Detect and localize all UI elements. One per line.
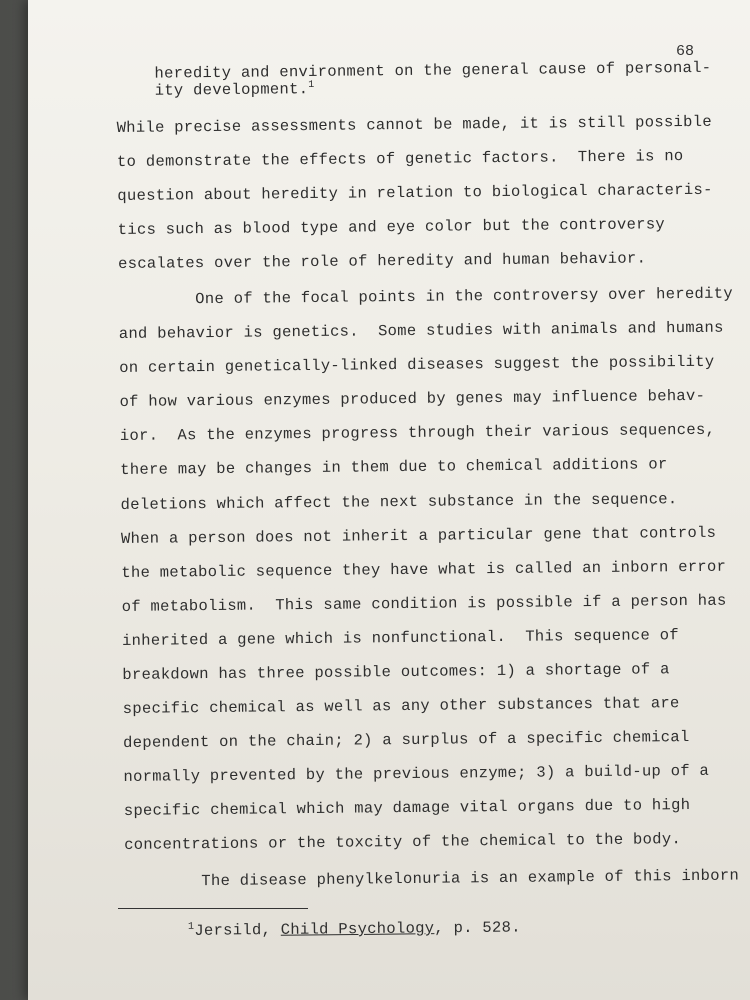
- text-line: The disease phenylkelonuria is an example of this inborn: [124, 866, 740, 891]
- text-line: ior. As the enzymes progress through their various sequences,: [119, 420, 716, 445]
- text-line: the metabolic sequence they have what is called an inborn error: [121, 557, 727, 582]
- text-line: One of the focal points in the controversy over heredity: [118, 284, 734, 309]
- text-line: there may be changes in them due to chemical additions or: [120, 455, 668, 479]
- text-line: ity development.$^1$: [116, 79, 315, 101]
- footnote-marker: 1: [187, 921, 195, 933]
- text-line: and behavior is genetics. Some studies with animals and humans: [118, 318, 724, 343]
- text-line: normally prevented by the previous enzyme; 3) a build-up of a: [123, 761, 710, 786]
- text-line: inherited a gene which is nonfunctional. This sequence of: [121, 626, 679, 650]
- footnote-divider: [118, 908, 308, 909]
- text-line: question about heredity in relation to biological characteris-: [117, 180, 713, 205]
- text-line: dependent on the chain; 2) a surplus of a specific chemical: [123, 728, 690, 752]
- text-line: specific chemical as well as any other substances that are: [122, 694, 680, 718]
- footnote-reference: 1: [308, 79, 315, 91]
- text-line: While precise assessments cannot be made, it is still possible: [116, 112, 713, 137]
- document-page: [28, 0, 750, 1000]
- text-line: to demonstrate the effects of genetic factors. There is no: [116, 147, 684, 171]
- text-line: tics such as blood type and eye color but the controversy: [117, 215, 666, 239]
- footnote: [188, 918, 521, 940]
- footnote-book-title: Child Psychology: [280, 919, 435, 939]
- text-line: on certain genetically-linked diseases suggest the possibility: [119, 352, 715, 377]
- text-line: of metabolism. This same condition is possible if a person has: [121, 591, 727, 616]
- text-line: escalates over the role of heredity and human behavior.: [117, 249, 647, 273]
- page-number: 68: [676, 43, 695, 60]
- text-line: deletions which affect the next substance in the sequence.: [120, 490, 678, 514]
- text-line: specific chemical which may damage vital organs due to high: [123, 796, 691, 820]
- text-line: When a person does not inherit a particular gene that controls: [120, 523, 717, 548]
- body-text: [116, 58, 750, 891]
- text-line: heredity and environment on the general cause of personal-: [116, 58, 712, 83]
- text-line: of how various enzymes produced by genes may influence behav-: [119, 386, 706, 411]
- footnote-page: , p. 528.: [434, 918, 521, 938]
- text-line: breakdown has three possible outcomes: 1) a shortage of a: [122, 660, 670, 684]
- text-line: concentrations or the toxcity of the chemical to the body.: [124, 830, 682, 854]
- footnote-author: Jersild,: [194, 920, 281, 940]
